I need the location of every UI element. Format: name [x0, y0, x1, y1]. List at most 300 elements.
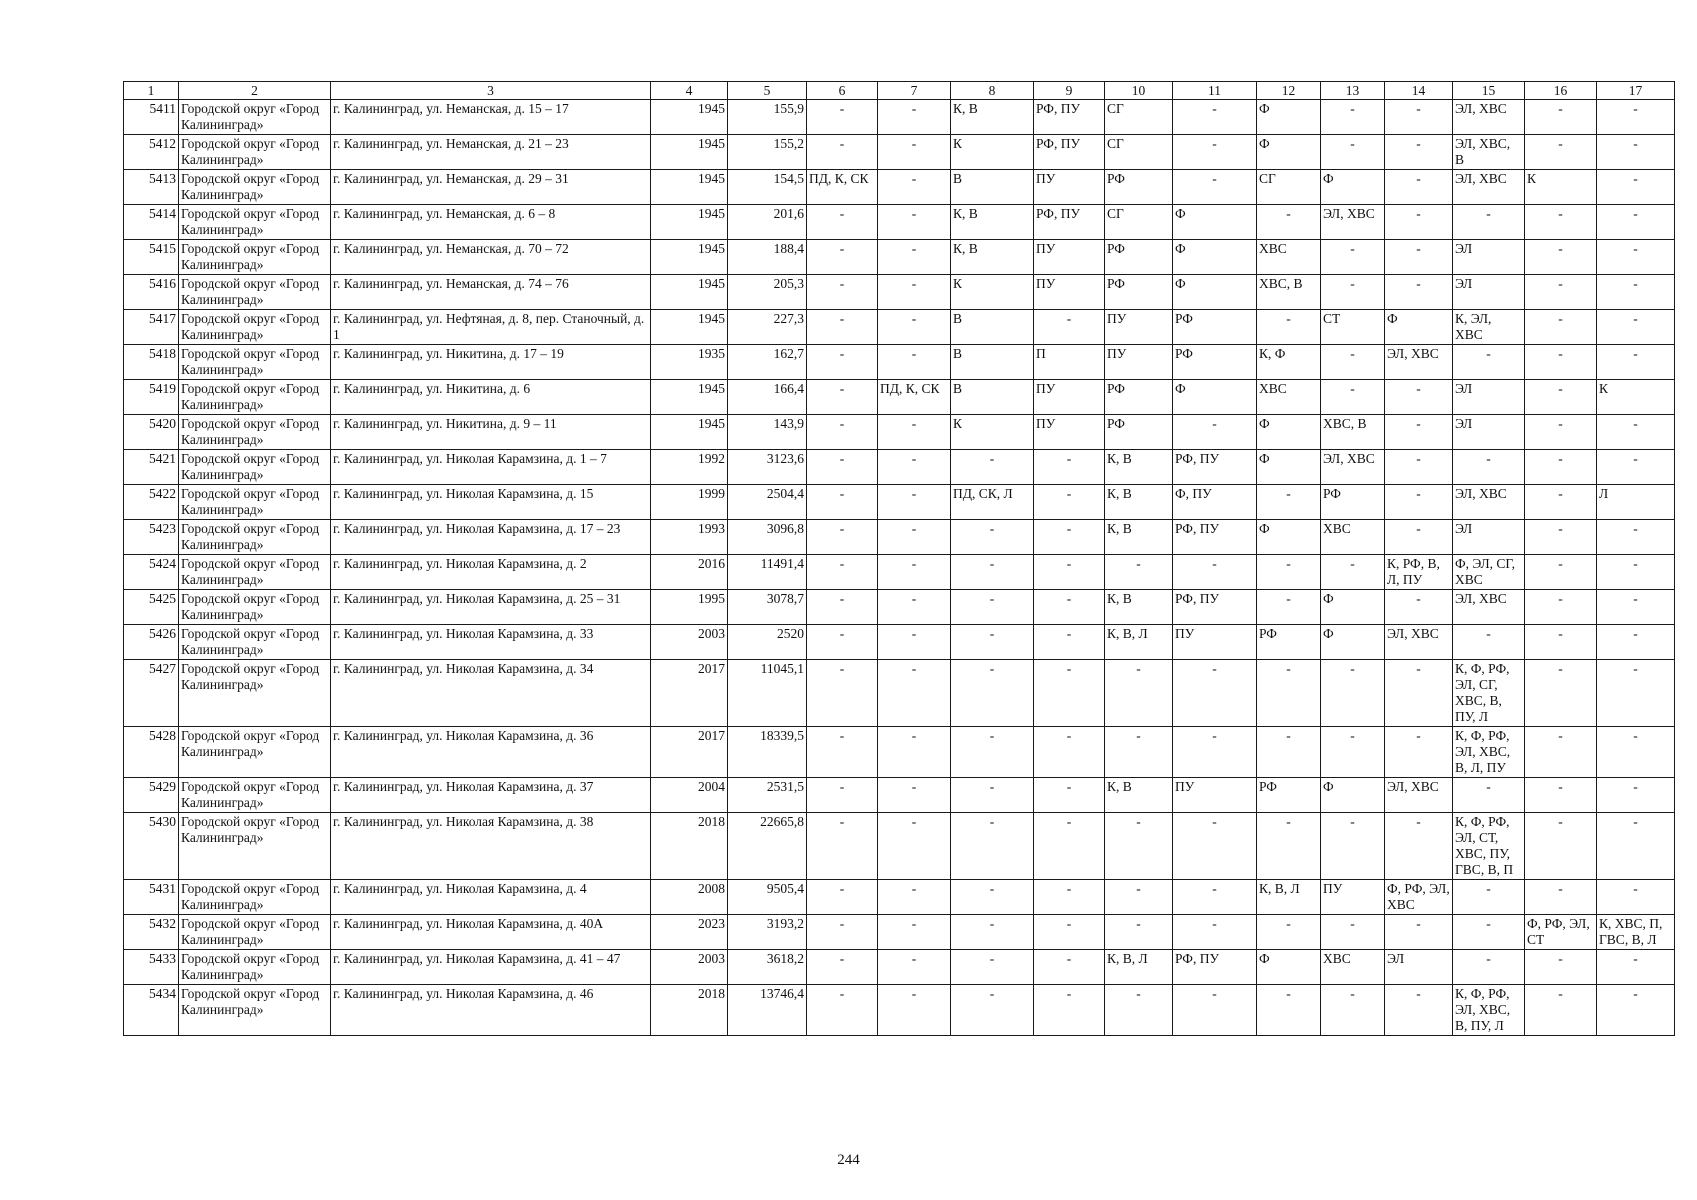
table-cell-col-6: - — [807, 485, 878, 520]
table-cell-col-5: 18339,5 — [728, 727, 807, 778]
row-number-cell: 5432 — [124, 915, 179, 950]
table-cell-col-14: - — [1385, 100, 1453, 135]
table-cell-col-4: 1945 — [651, 415, 728, 450]
table-cell-col-15: ЭЛ — [1453, 520, 1525, 555]
table-cell-col-10: РФ — [1105, 380, 1173, 415]
table-cell-col-13: - — [1321, 240, 1385, 275]
table-cell-col-4: 1999 — [651, 485, 728, 520]
table-cell-col-13: РФ — [1321, 485, 1385, 520]
table-cell-col-3: г. Калининград, ул. Николая Карамзина, д. 4 — [331, 880, 651, 915]
table-cell-col-13: - — [1321, 345, 1385, 380]
table-cell-col-16: Ф, РФ, ЭЛ, СТ — [1525, 915, 1597, 950]
table-cell-col-10: СГ — [1105, 100, 1173, 135]
table-cell-col-7: - — [878, 915, 951, 950]
row-number-cell: 5433 — [124, 950, 179, 985]
table-cell-col-2: Городской округ «Город Калининград» — [179, 880, 331, 915]
table-cell-col-7: - — [878, 450, 951, 485]
table-cell-col-2: Городской округ «Город Калининград» — [179, 205, 331, 240]
table-cell-col-7: - — [878, 555, 951, 590]
table-cell-col-6: - — [807, 100, 878, 135]
table-cell-col-4: 2003 — [651, 950, 728, 985]
table-cell-col-12: СГ — [1257, 170, 1321, 205]
row-number-cell: 5419 — [124, 380, 179, 415]
table-row — [124, 170, 1675, 205]
table-cell-col-12: К, В, Л — [1257, 880, 1321, 915]
table-cell-col-10: - — [1105, 813, 1173, 880]
table-cell-col-16: - — [1525, 485, 1597, 520]
table-cell-col-10: - — [1105, 660, 1173, 727]
table-cell-col-11: РФ — [1173, 345, 1257, 380]
table-cell-col-11: РФ, ПУ — [1173, 520, 1257, 555]
table-cell-col-16: - — [1525, 625, 1597, 660]
table-cell-col-15: ЭЛ — [1453, 380, 1525, 415]
table-cell-col-15: ЭЛ, ХВС — [1453, 485, 1525, 520]
table-cell-col-10: К, В — [1105, 450, 1173, 485]
table-cell-col-7: - — [878, 880, 951, 915]
table-cell-col-14: - — [1385, 170, 1453, 205]
table-cell-col-2: Городской округ «Город Калининград» — [179, 485, 331, 520]
table-cell-col-16: - — [1525, 813, 1597, 880]
table-cell-col-15: - — [1453, 778, 1525, 813]
column-header-3: 3 — [331, 82, 651, 100]
table-cell-col-6: - — [807, 985, 878, 1036]
table-cell-col-9: - — [1034, 778, 1105, 813]
table-cell-col-3: г. Калининград, ул. Никитина, д. 17 – 19 — [331, 345, 651, 380]
table-cell-col-15: К, Ф, РФ, ЭЛ, ХВС, В, Л, ПУ — [1453, 727, 1525, 778]
table-cell-col-16: - — [1525, 240, 1597, 275]
table-cell-col-3: г. Калининград, ул. Николая Карамзина, д. 2 — [331, 555, 651, 590]
table-cell-col-4: 1945 — [651, 380, 728, 415]
row-number-cell: 5417 — [124, 310, 179, 345]
column-header-8: 8 — [951, 82, 1034, 100]
table-row — [124, 625, 1675, 660]
table-row — [124, 985, 1675, 1036]
column-header-4: 4 — [651, 82, 728, 100]
table-cell-col-12: - — [1257, 660, 1321, 727]
table-cell-col-5: 11491,4 — [728, 555, 807, 590]
table-cell-col-15: К, Ф, РФ, ЭЛ, СГ, ХВС, В, ПУ, Л — [1453, 660, 1525, 727]
table-cell-col-15: - — [1453, 205, 1525, 240]
table-cell-col-9: ПУ — [1034, 415, 1105, 450]
table-cell-col-10: - — [1105, 985, 1173, 1036]
table-cell-col-16: - — [1525, 380, 1597, 415]
table-cell-col-13: - — [1321, 813, 1385, 880]
table-cell-col-3: г. Калининград, ул. Никитина, д. 9 – 11 — [331, 415, 651, 450]
table-cell-col-10: - — [1105, 915, 1173, 950]
table-cell-col-8: - — [951, 950, 1034, 985]
table-cell-col-10: - — [1105, 727, 1173, 778]
table-cell-col-7: - — [878, 778, 951, 813]
table-cell-col-10: - — [1105, 880, 1173, 915]
register-table — [123, 81, 1675, 1036]
table-cell-col-4: 1995 — [651, 590, 728, 625]
table-cell-col-13: ЭЛ, ХВС — [1321, 205, 1385, 240]
table-cell-col-4: 2017 — [651, 660, 728, 727]
table-cell-col-15: - — [1453, 880, 1525, 915]
column-header-9: 9 — [1034, 82, 1105, 100]
table-cell-col-12: Ф — [1257, 950, 1321, 985]
table-cell-col-8: К, В — [951, 205, 1034, 240]
table-cell-col-7: - — [878, 310, 951, 345]
table-cell-col-11: - — [1173, 415, 1257, 450]
table-cell-col-4: 2016 — [651, 555, 728, 590]
table-cell-col-16: - — [1525, 660, 1597, 727]
table-cell-col-11: ПУ — [1173, 625, 1257, 660]
table-cell-col-15: - — [1453, 345, 1525, 380]
row-number-cell: 5427 — [124, 660, 179, 727]
table-cell-col-5: 155,2 — [728, 135, 807, 170]
table-cell-col-5: 3193,2 — [728, 915, 807, 950]
table-row — [124, 555, 1675, 590]
table-cell-col-17: - — [1597, 520, 1675, 555]
table-cell-col-3: г. Калининград, ул. Николая Карамзина, д. 25 – 31 — [331, 590, 651, 625]
table-cell-col-14: ЭЛ — [1385, 950, 1453, 985]
table-cell-col-12: Ф — [1257, 100, 1321, 135]
table-cell-col-3: г. Калининград, ул. Николая Карамзина, д. 36 — [331, 727, 651, 778]
table-cell-col-2: Городской округ «Город Калининград» — [179, 590, 331, 625]
table-cell-col-6: - — [807, 135, 878, 170]
table-cell-col-13: - — [1321, 985, 1385, 1036]
table-cell-col-13: ХВС — [1321, 950, 1385, 985]
table-cell-col-17: - — [1597, 625, 1675, 660]
table-cell-col-16: - — [1525, 555, 1597, 590]
table-cell-col-3: г. Калининград, ул. Николая Карамзина, д. 37 — [331, 778, 651, 813]
table-cell-col-9: - — [1034, 590, 1105, 625]
table-cell-col-17: Л — [1597, 485, 1675, 520]
table-cell-col-2: Городской округ «Город Калининград» — [179, 915, 331, 950]
table-cell-col-14: ЭЛ, ХВС — [1385, 778, 1453, 813]
table-cell-col-13: - — [1321, 135, 1385, 170]
table-row — [124, 100, 1675, 135]
table-cell-col-10: К, В — [1105, 590, 1173, 625]
table-cell-col-7: - — [878, 625, 951, 660]
table-cell-col-8: - — [951, 590, 1034, 625]
table-cell-col-8: В — [951, 380, 1034, 415]
table-cell-col-9: РФ, ПУ — [1034, 135, 1105, 170]
table-cell-col-13: Ф — [1321, 778, 1385, 813]
column-header-11: 11 — [1173, 82, 1257, 100]
table-cell-col-7: - — [878, 727, 951, 778]
table-cell-col-8: К — [951, 275, 1034, 310]
column-header-2: 2 — [179, 82, 331, 100]
table-cell-col-16: К — [1525, 170, 1597, 205]
table-cell-col-5: 162,7 — [728, 345, 807, 380]
table-cell-col-8: - — [951, 520, 1034, 555]
row-number-cell: 5429 — [124, 778, 179, 813]
table-cell-col-9: - — [1034, 555, 1105, 590]
table-cell-col-9: - — [1034, 660, 1105, 727]
table-cell-col-9: ПУ — [1034, 170, 1105, 205]
table-cell-col-5: 143,9 — [728, 415, 807, 450]
table-cell-col-10: СГ — [1105, 135, 1173, 170]
row-number-cell: 5428 — [124, 727, 179, 778]
table-cell-col-2: Городской округ «Город Калининград» — [179, 345, 331, 380]
table-cell-col-8: - — [951, 880, 1034, 915]
table-cell-col-9: - — [1034, 520, 1105, 555]
table-cell-col-7: - — [878, 205, 951, 240]
table-cell-col-2: Городской округ «Город Калининград» — [179, 520, 331, 555]
table-cell-col-14: - — [1385, 727, 1453, 778]
column-number-row — [124, 82, 1675, 100]
table-cell-col-15: ЭЛ, ХВС — [1453, 590, 1525, 625]
table-cell-col-4: 1945 — [651, 100, 728, 135]
table-body — [124, 100, 1675, 1036]
table-cell-col-11: Ф — [1173, 275, 1257, 310]
table-cell-col-11: - — [1173, 880, 1257, 915]
table-cell-col-3: г. Калининград, ул. Николая Карамзина, д. 40А — [331, 915, 651, 950]
table-cell-col-6: - — [807, 555, 878, 590]
table-cell-col-3: г. Калининград, ул. Неманская, д. 15 – 17 — [331, 100, 651, 135]
table-cell-col-12: К, Ф — [1257, 345, 1321, 380]
table-row — [124, 950, 1675, 985]
table-cell-col-9: П — [1034, 345, 1105, 380]
table-cell-col-2: Городской округ «Город Калининград» — [179, 380, 331, 415]
table-cell-col-2: Городской округ «Город Калининград» — [179, 100, 331, 135]
table-row — [124, 590, 1675, 625]
table-cell-col-11: ПУ — [1173, 778, 1257, 813]
table-cell-col-2: Городской округ «Город Калининград» — [179, 240, 331, 275]
table-cell-col-15: ЭЛ, ХВС — [1453, 170, 1525, 205]
table-cell-col-6: - — [807, 240, 878, 275]
table-row — [124, 778, 1675, 813]
row-number-cell: 5421 — [124, 450, 179, 485]
table-cell-col-16: - — [1525, 310, 1597, 345]
table-cell-col-11: Ф — [1173, 240, 1257, 275]
table-cell-col-6: - — [807, 415, 878, 450]
column-header-16: 16 — [1525, 82, 1597, 100]
table-row — [124, 310, 1675, 345]
table-cell-col-10: К, В, Л — [1105, 625, 1173, 660]
table-cell-col-14: ЭЛ, ХВС — [1385, 345, 1453, 380]
table-cell-col-14: - — [1385, 520, 1453, 555]
table-cell-col-9: - — [1034, 985, 1105, 1036]
table-cell-col-15: ЭЛ — [1453, 415, 1525, 450]
table-cell-col-12: Ф — [1257, 415, 1321, 450]
table-cell-col-15: - — [1453, 950, 1525, 985]
table-cell-col-14: - — [1385, 380, 1453, 415]
table-cell-col-14: К, РФ, В, Л, ПУ — [1385, 555, 1453, 590]
table-cell-col-6: - — [807, 310, 878, 345]
table-row — [124, 727, 1675, 778]
table-cell-col-5: 2504,4 — [728, 485, 807, 520]
table-cell-col-3: г. Калининград, ул. Николая Карамзина, д. 33 — [331, 625, 651, 660]
table-cell-col-17: К — [1597, 380, 1675, 415]
table-header — [124, 82, 1675, 100]
table-cell-col-15: ЭЛ, ХВС, В — [1453, 135, 1525, 170]
table-cell-col-12: - — [1257, 813, 1321, 880]
table-cell-col-12: Ф — [1257, 520, 1321, 555]
table-cell-col-8: В — [951, 310, 1034, 345]
table-cell-col-7: - — [878, 345, 951, 380]
table-cell-col-17: - — [1597, 135, 1675, 170]
table-cell-col-3: г. Калининград, ул. Николая Карамзина, д. 17 – 23 — [331, 520, 651, 555]
row-number-cell: 5414 — [124, 205, 179, 240]
table-cell-col-3: г. Калининград, ул. Николая Карамзина, д. 41 – 47 — [331, 950, 651, 985]
table-cell-col-14: - — [1385, 135, 1453, 170]
table-cell-col-11: - — [1173, 555, 1257, 590]
table-cell-col-7: - — [878, 275, 951, 310]
table-cell-col-17: - — [1597, 778, 1675, 813]
table-cell-col-5: 11045,1 — [728, 660, 807, 727]
table-cell-col-5: 201,6 — [728, 205, 807, 240]
table-cell-col-13: - — [1321, 380, 1385, 415]
column-header-12: 12 — [1257, 82, 1321, 100]
table-cell-col-4: 1992 — [651, 450, 728, 485]
table-cell-col-4: 1945 — [651, 135, 728, 170]
table-cell-col-9: - — [1034, 727, 1105, 778]
table-cell-col-15: К, Ф, РФ, ЭЛ, ХВС, В, ПУ, Л — [1453, 985, 1525, 1036]
table-cell-col-15: ЭЛ, ХВС — [1453, 100, 1525, 135]
page-number: 244 — [837, 1152, 860, 1168]
table-cell-col-17: - — [1597, 555, 1675, 590]
table-cell-col-13: - — [1321, 555, 1385, 590]
table-cell-col-8: К — [951, 135, 1034, 170]
table-cell-col-16: - — [1525, 450, 1597, 485]
table-cell-col-3: г. Калининград, ул. Николая Карамзина, д. 38 — [331, 813, 651, 880]
table-cell-col-17: - — [1597, 727, 1675, 778]
table-cell-col-17: - — [1597, 170, 1675, 205]
row-number-cell: 5411 — [124, 100, 179, 135]
table-cell-col-10: - — [1105, 555, 1173, 590]
table-cell-col-6: - — [807, 625, 878, 660]
table-cell-col-4: 1945 — [651, 170, 728, 205]
table-cell-col-16: - — [1525, 985, 1597, 1036]
table-cell-col-17: - — [1597, 310, 1675, 345]
table-cell-col-3: г. Калининград, ул. Николая Карамзина, д. 1 – 7 — [331, 450, 651, 485]
table-cell-col-17: - — [1597, 590, 1675, 625]
table-cell-col-4: 2017 — [651, 727, 728, 778]
table-cell-col-13: - — [1321, 660, 1385, 727]
table-cell-col-13: СТ — [1321, 310, 1385, 345]
table-cell-col-15: Ф, ЭЛ, СГ, ХВС — [1453, 555, 1525, 590]
row-number-cell: 5431 — [124, 880, 179, 915]
table-cell-col-17: - — [1597, 415, 1675, 450]
table-cell-col-4: 2018 — [651, 813, 728, 880]
table-cell-col-10: К, В — [1105, 485, 1173, 520]
table-cell-col-2: Городской округ «Город Калининград» — [179, 310, 331, 345]
table-cell-col-2: Городской округ «Город Калининград» — [179, 625, 331, 660]
row-number-cell: 5430 — [124, 813, 179, 880]
table-cell-col-11: Ф — [1173, 380, 1257, 415]
table-cell-col-10: СГ — [1105, 205, 1173, 240]
table-cell-col-16: - — [1525, 275, 1597, 310]
table-cell-col-14: - — [1385, 275, 1453, 310]
table-cell-col-15: ЭЛ — [1453, 275, 1525, 310]
table-cell-col-7: ПД, К, СК — [878, 380, 951, 415]
table-cell-col-4: 1945 — [651, 310, 728, 345]
table-cell-col-16: - — [1525, 880, 1597, 915]
table-row — [124, 135, 1675, 170]
row-number-cell: 5426 — [124, 625, 179, 660]
table-cell-col-6: - — [807, 915, 878, 950]
table-cell-col-12: - — [1257, 985, 1321, 1036]
row-number-cell: 5423 — [124, 520, 179, 555]
table-cell-col-4: 2018 — [651, 985, 728, 1036]
table-cell-col-8: В — [951, 170, 1034, 205]
table-cell-col-8: К — [951, 415, 1034, 450]
table-cell-col-8: - — [951, 625, 1034, 660]
table-cell-col-17: - — [1597, 880, 1675, 915]
table-cell-col-11: РФ, ПУ — [1173, 590, 1257, 625]
table-cell-col-6: - — [807, 450, 878, 485]
column-header-7: 7 — [878, 82, 951, 100]
row-number-cell: 5412 — [124, 135, 179, 170]
table-row — [124, 275, 1675, 310]
table-cell-col-6: - — [807, 520, 878, 555]
table-cell-col-7: - — [878, 985, 951, 1036]
table-cell-col-10: К, В, Л — [1105, 950, 1173, 985]
table-cell-col-16: - — [1525, 778, 1597, 813]
table-cell-col-6: ПД, К, СК — [807, 170, 878, 205]
table-cell-col-8: - — [951, 660, 1034, 727]
table-cell-col-5: 2520 — [728, 625, 807, 660]
table-cell-col-12: - — [1257, 590, 1321, 625]
row-number-cell: 5415 — [124, 240, 179, 275]
table-cell-col-14: - — [1385, 485, 1453, 520]
table-cell-col-15: К, ЭЛ, ХВС — [1453, 310, 1525, 345]
table-cell-col-3: г. Калининград, ул. Неманская, д. 70 – 72 — [331, 240, 651, 275]
table-cell-col-14: Ф — [1385, 310, 1453, 345]
column-header-10: 10 — [1105, 82, 1173, 100]
table-cell-col-15: - — [1453, 625, 1525, 660]
table-cell-col-14: - — [1385, 660, 1453, 727]
table-cell-col-5: 188,4 — [728, 240, 807, 275]
table-cell-col-16: - — [1525, 135, 1597, 170]
table-cell-col-8: - — [951, 813, 1034, 880]
table-cell-col-4: 2023 — [651, 915, 728, 950]
table-cell-col-13: - — [1321, 100, 1385, 135]
table-cell-col-11: РФ, ПУ — [1173, 950, 1257, 985]
table-cell-col-14: - — [1385, 415, 1453, 450]
table-cell-col-5: 166,4 — [728, 380, 807, 415]
table-cell-col-14: - — [1385, 915, 1453, 950]
table-cell-col-12: - — [1257, 310, 1321, 345]
table-cell-col-8: - — [951, 727, 1034, 778]
table-cell-col-5: 2531,5 — [728, 778, 807, 813]
table-cell-col-4: 2003 — [651, 625, 728, 660]
table-cell-col-7: - — [878, 590, 951, 625]
column-header-6: 6 — [807, 82, 878, 100]
table-cell-col-16: - — [1525, 345, 1597, 380]
table-cell-col-13: Ф — [1321, 625, 1385, 660]
table-cell-col-2: Городской округ «Город Калининград» — [179, 813, 331, 880]
table-cell-col-12: - — [1257, 555, 1321, 590]
table-cell-col-5: 155,9 — [728, 100, 807, 135]
table-cell-col-13: - — [1321, 275, 1385, 310]
table-cell-col-8: - — [951, 778, 1034, 813]
table-cell-col-6: - — [807, 727, 878, 778]
table-cell-col-7: - — [878, 135, 951, 170]
table-cell-col-9: ПУ — [1034, 380, 1105, 415]
table-row — [124, 485, 1675, 520]
table-cell-col-8: К, В — [951, 240, 1034, 275]
table-cell-col-8: В — [951, 345, 1034, 380]
table-cell-col-9: ПУ — [1034, 240, 1105, 275]
table-cell-col-17: - — [1597, 450, 1675, 485]
table-cell-col-17: - — [1597, 985, 1675, 1036]
table-cell-col-9: РФ, ПУ — [1034, 205, 1105, 240]
table-cell-col-5: 13746,4 — [728, 985, 807, 1036]
table-cell-col-13: ПУ — [1321, 880, 1385, 915]
table-row — [124, 450, 1675, 485]
table-row — [124, 240, 1675, 275]
table-cell-col-12: РФ — [1257, 778, 1321, 813]
table-cell-col-17: - — [1597, 660, 1675, 727]
table-cell-col-4: 1993 — [651, 520, 728, 555]
table-cell-col-17: - — [1597, 813, 1675, 880]
table-cell-col-12: - — [1257, 485, 1321, 520]
table-cell-col-16: - — [1525, 520, 1597, 555]
